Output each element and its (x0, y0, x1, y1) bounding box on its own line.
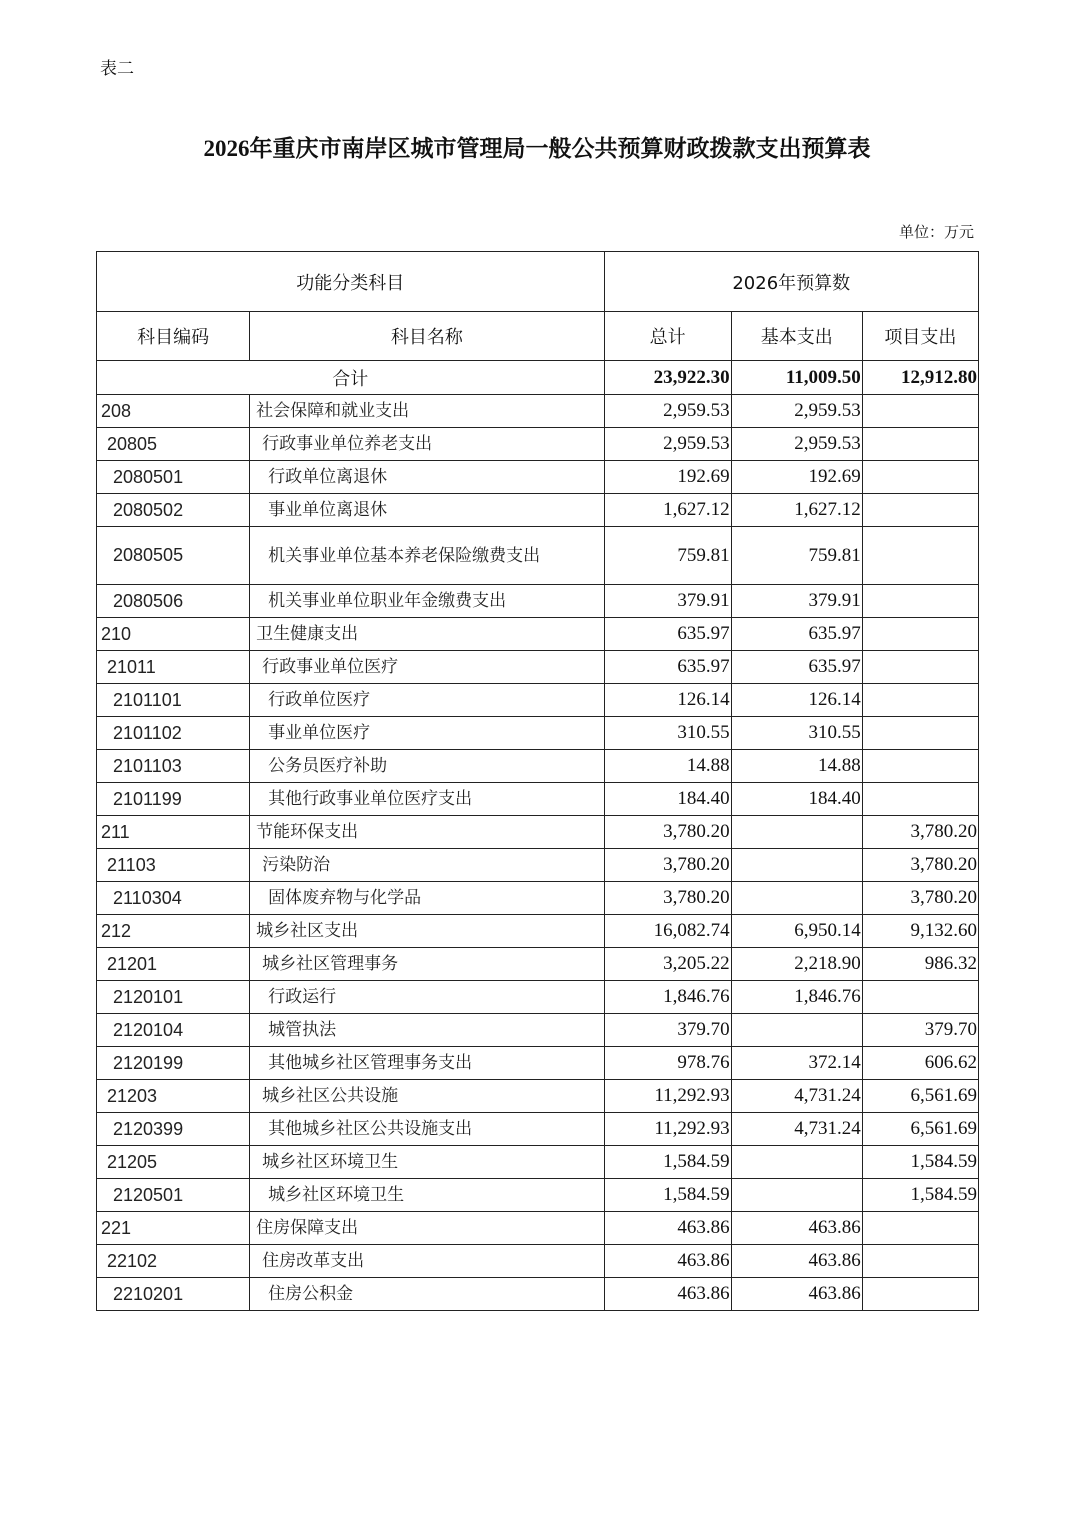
row-name: 住房保障支出 (250, 1212, 604, 1245)
row-name: 住房公积金 (250, 1278, 604, 1311)
row-project: 3,780.20 (862, 849, 978, 882)
header-code: 科目编码 (97, 312, 250, 361)
row-basic (731, 1179, 862, 1212)
row-project (862, 1212, 978, 1245)
row-name: 行政单位医疗 (250, 684, 604, 717)
row-total: 14.88 (604, 750, 731, 783)
row-total: 379.70 (604, 1014, 731, 1047)
table-row (97, 1014, 979, 1047)
table-row (97, 783, 979, 816)
row-total: 463.86 (604, 1278, 731, 1311)
row-code: 210 (97, 618, 250, 651)
row-total: 126.14 (604, 684, 731, 717)
row-name: 事业单位离退休 (250, 494, 604, 527)
table-row (97, 395, 979, 428)
row-total: 2,959.53 (604, 395, 731, 428)
table-row (97, 1113, 979, 1146)
header-total: 总计 (604, 312, 731, 361)
total-total: 23,922.30 (604, 361, 731, 395)
row-basic: 14.88 (731, 750, 862, 783)
row-basic: 463.86 (731, 1212, 862, 1245)
row-basic: 635.97 (731, 618, 862, 651)
table-row (97, 1047, 979, 1080)
row-basic (731, 882, 862, 915)
row-project (862, 783, 978, 816)
table-number-label: 表二 (100, 59, 134, 79)
row-project (862, 1278, 978, 1311)
row-basic: 372.14 (731, 1047, 862, 1080)
row-basic (731, 1014, 862, 1047)
row-total: 192.69 (604, 461, 731, 494)
row-code: 21103 (97, 849, 250, 882)
row-code: 2210201 (97, 1278, 250, 1311)
row-basic: 6,950.14 (731, 915, 862, 948)
row-project: 1,584.59 (862, 1179, 978, 1212)
row-project: 9,132.60 (862, 915, 978, 948)
row-name: 其他城乡社区管理事务支出 (250, 1047, 604, 1080)
row-basic: 4,731.24 (731, 1113, 862, 1146)
row-name: 卫生健康支出 (250, 618, 604, 651)
row-code: 21205 (97, 1146, 250, 1179)
row-code: 2120501 (97, 1179, 250, 1212)
row-code: 2101199 (97, 783, 250, 816)
row-project: 606.62 (862, 1047, 978, 1080)
table-row (97, 1080, 979, 1113)
row-total: 635.97 (604, 618, 731, 651)
row-project (862, 651, 978, 684)
unit-label: 单位：万元 (898, 223, 974, 241)
row-total: 3,780.20 (604, 816, 731, 849)
row-basic: 635.97 (731, 651, 862, 684)
row-basic: 463.86 (731, 1278, 862, 1311)
table-row (97, 461, 979, 494)
row-code: 20805 (97, 428, 250, 461)
table-row (97, 915, 979, 948)
table-row (97, 684, 979, 717)
row-code: 2080502 (97, 494, 250, 527)
row-project (862, 618, 978, 651)
row-total: 978.76 (604, 1047, 731, 1080)
row-total: 463.86 (604, 1212, 731, 1245)
row-project (862, 395, 978, 428)
row-name: 其他城乡社区公共设施支出 (250, 1113, 604, 1146)
row-project (862, 981, 978, 1014)
row-name: 固体废弃物与化学品 (250, 882, 604, 915)
row-project (862, 1245, 978, 1278)
row-code: 21011 (97, 651, 250, 684)
row-basic: 2,959.53 (731, 395, 862, 428)
row-name: 行政单位离退休 (250, 461, 604, 494)
row-name: 城乡社区环境卫生 (250, 1146, 604, 1179)
table-row (97, 494, 979, 527)
row-code: 2110304 (97, 882, 250, 915)
row-total: 2,959.53 (604, 428, 731, 461)
row-name: 行政事业单位医疗 (250, 651, 604, 684)
row-basic: 379.91 (731, 585, 862, 618)
row-code: 21201 (97, 948, 250, 981)
row-project (862, 585, 978, 618)
table-row (97, 816, 979, 849)
header-name: 科目名称 (250, 312, 604, 361)
row-code: 2080505 (97, 527, 250, 585)
row-project: 6,561.69 (862, 1113, 978, 1146)
header-project: 项目支出 (862, 312, 978, 361)
row-project (862, 494, 978, 527)
total-basic: 11,009.50 (731, 361, 862, 395)
row-total: 635.97 (604, 651, 731, 684)
document-title: 2026年重庆市南岸区城市管理局一般公共预算财政拨款支出预算表 (203, 136, 871, 161)
table-row (97, 882, 979, 915)
table-row (97, 948, 979, 981)
row-code: 221 (97, 1212, 250, 1245)
row-basic: 759.81 (731, 527, 862, 585)
row-name: 事业单位医疗 (250, 717, 604, 750)
row-total: 3,780.20 (604, 882, 731, 915)
total-project: 12,912.80 (862, 361, 978, 395)
table-row (97, 618, 979, 651)
row-basic (731, 1146, 862, 1179)
row-name: 行政事业单位养老支出 (250, 428, 604, 461)
row-total: 1,627.12 (604, 494, 731, 527)
row-basic: 192.69 (731, 461, 862, 494)
row-code: 2120399 (97, 1113, 250, 1146)
row-project (862, 461, 978, 494)
header-functional-classification: 功能分类科目 (97, 252, 605, 312)
row-code: 212 (97, 915, 250, 948)
row-project: 6,561.69 (862, 1080, 978, 1113)
row-project: 986.32 (862, 948, 978, 981)
row-name: 城乡社区公共设施 (250, 1080, 604, 1113)
row-basic: 184.40 (731, 783, 862, 816)
row-code: 2080506 (97, 585, 250, 618)
row-project (862, 750, 978, 783)
table-row (97, 1212, 979, 1245)
row-basic (731, 849, 862, 882)
row-project: 1,584.59 (862, 1146, 978, 1179)
row-basic: 126.14 (731, 684, 862, 717)
row-project (862, 527, 978, 585)
row-total: 1,846.76 (604, 981, 731, 1014)
row-total: 11,292.93 (604, 1113, 731, 1146)
row-code: 2120104 (97, 1014, 250, 1047)
row-basic: 4,731.24 (731, 1080, 862, 1113)
row-basic: 463.86 (731, 1245, 862, 1278)
table-row (97, 428, 979, 461)
row-code: 2101101 (97, 684, 250, 717)
row-code: 211 (97, 816, 250, 849)
table-row (97, 1146, 979, 1179)
row-project: 3,780.20 (862, 882, 978, 915)
row-project (862, 717, 978, 750)
total-label: 合计 (97, 361, 605, 395)
row-code: 22102 (97, 1245, 250, 1278)
row-basic: 1,846.76 (731, 981, 862, 1014)
row-name: 污染防治 (250, 849, 604, 882)
row-code: 2120199 (97, 1047, 250, 1080)
row-basic: 310.55 (731, 717, 862, 750)
row-total: 1,584.59 (604, 1146, 731, 1179)
row-name: 公务员医疗补助 (250, 750, 604, 783)
row-project (862, 428, 978, 461)
row-total: 184.40 (604, 783, 731, 816)
row-total: 3,780.20 (604, 849, 731, 882)
total-row (97, 361, 979, 395)
header-group-row (97, 252, 979, 312)
table-row (97, 1245, 979, 1278)
row-basic (731, 816, 862, 849)
row-total: 463.86 (604, 1245, 731, 1278)
table-row (97, 585, 979, 618)
row-total: 310.55 (604, 717, 731, 750)
row-total: 3,205.22 (604, 948, 731, 981)
row-total: 11,292.93 (604, 1080, 731, 1113)
table-row (97, 750, 979, 783)
budget-table (96, 251, 979, 1311)
row-basic: 1,627.12 (731, 494, 862, 527)
row-basic: 2,959.53 (731, 428, 862, 461)
row-name: 城乡社区支出 (250, 915, 604, 948)
table-row (97, 1179, 979, 1212)
table-row (97, 527, 979, 585)
table-row (97, 849, 979, 882)
header-budget-2026: 2026年预算数 (604, 252, 978, 312)
row-total: 1,584.59 (604, 1179, 731, 1212)
row-name: 城管执法 (250, 1014, 604, 1047)
header-column-row (97, 312, 979, 361)
row-code: 21203 (97, 1080, 250, 1113)
row-total: 379.91 (604, 585, 731, 618)
row-project (862, 684, 978, 717)
row-name: 其他行政事业单位医疗支出 (250, 783, 604, 816)
row-name: 机关事业单位职业年金缴费支出 (250, 585, 604, 618)
header-basic: 基本支出 (731, 312, 862, 361)
row-code: 2120101 (97, 981, 250, 1014)
table-row (97, 981, 979, 1014)
table-row (97, 1278, 979, 1311)
row-name: 行政运行 (250, 981, 604, 1014)
row-code: 2101102 (97, 717, 250, 750)
row-code: 2101103 (97, 750, 250, 783)
row-name: 城乡社区环境卫生 (250, 1179, 604, 1212)
row-basic: 2,218.90 (731, 948, 862, 981)
row-name: 机关事业单位基本养老保险缴费支出 (250, 527, 604, 585)
row-name: 节能环保支出 (250, 816, 604, 849)
row-total: 759.81 (604, 527, 731, 585)
row-total: 16,082.74 (604, 915, 731, 948)
row-name: 城乡社区管理事务 (250, 948, 604, 981)
row-name: 社会保障和就业支出 (250, 395, 604, 428)
row-name: 住房改革支出 (250, 1245, 604, 1278)
row-code: 2080501 (97, 461, 250, 494)
row-project: 3,780.20 (862, 816, 978, 849)
table-row (97, 717, 979, 750)
table-row (97, 651, 979, 684)
row-project: 379.70 (862, 1014, 978, 1047)
row-code: 208 (97, 395, 250, 428)
